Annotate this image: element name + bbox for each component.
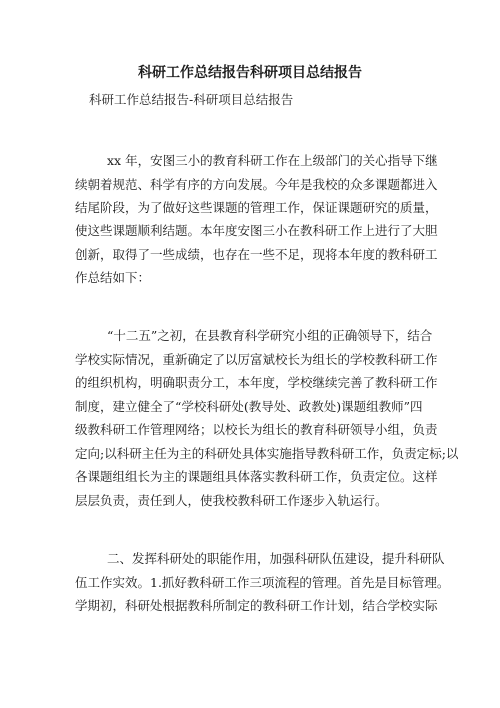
paragraph-line: 伍工作实效。1.抓好教科研工作三项流程的管理。首先是目标管理。 <box>75 575 450 590</box>
paragraph-line: 定向;以科研主任为主的科研处具体实施指导教科研工作，负责定标;以 <box>75 446 459 461</box>
paragraph-line: 学期初，科研处根据教科所制定的教科研工作计划，结合学校实际 <box>75 598 438 613</box>
paragraph-line: 作总结如下： <box>75 270 151 285</box>
document-subtitle: 科研工作总结报告-科研项目总结报告 <box>89 92 294 107</box>
paragraph-line: 的组织机构，明确职责分工，本年度，学校继续完善了教科研工作 <box>75 375 438 390</box>
paragraph-line: 结尾阶段，为了做好这些课题的管理工作，保证课题研究的质量， <box>75 200 438 215</box>
paragraph-line: 学校实际情况，重新确定了以厉富斌校长为组长的学校教科研工作 <box>75 352 438 367</box>
paragraph-line: 级教科研工作管理网络；以校长为组长的教育科研领导小组，负责 <box>75 422 438 437</box>
paragraph-line: 使这些课题顺利结题。本年度安图三小在教科研工作上进行了大胆 <box>75 223 438 238</box>
paragraph-line: 续朝着规范、科学有序的方向发展。今年是我校的众多课题都进入 <box>75 177 438 192</box>
paragraph-line: xx 年，安图三小的教育科研工作在上级部门的关心指导下继 <box>107 153 438 168</box>
paragraph-line: 二、发挥科研处的职能作用，加强科研队伍建设，提升科研队 <box>107 551 445 566</box>
paragraph-line: 创新，取得了一些成绩，也存在一些不足，现将本年度的教科研工 <box>75 247 438 262</box>
paragraph-line: 各课题组组长为主的课题组具体落实教科研工作，负责定位。这样 <box>75 469 438 484</box>
document-title: 科研工作总结报告科研项目总结报告 <box>138 65 362 81</box>
paragraph-line: 层层负责，责任到人，使我校教科研工作逐步入轨运行。 <box>75 493 388 508</box>
paragraph-line: 制度，建立健全了“学校科研处(教导处、政教处)课题组教师”四 <box>75 399 423 414</box>
paragraph-line: “十二五”之初，在县教育科学研究小组的正确领导下，结合 <box>107 328 433 343</box>
